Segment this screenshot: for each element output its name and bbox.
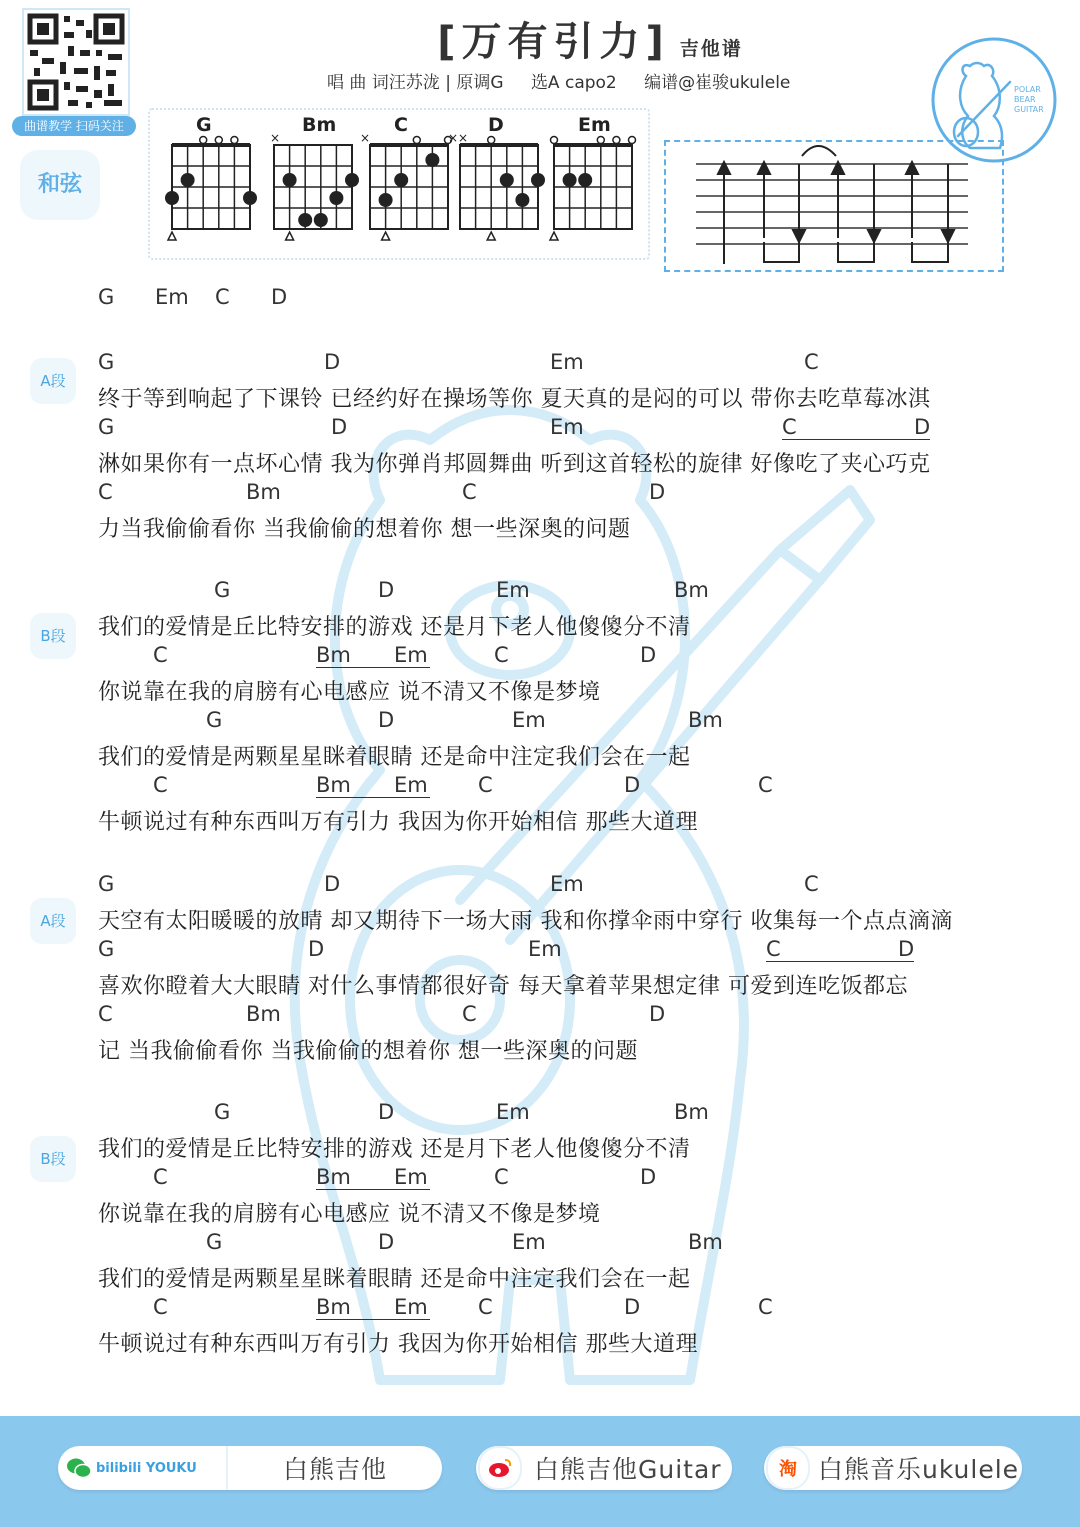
footer-label-1: 白熊吉他	[282, 1455, 387, 1484]
chord-label: C	[478, 1295, 493, 1319]
chord-diagram-bm	[262, 110, 362, 254]
chord-label: Bm	[246, 1002, 281, 1026]
chord-label: D	[271, 285, 288, 309]
chord-diagrams	[148, 108, 650, 260]
chord-label: Bm	[674, 578, 709, 602]
lyric-line: 牛顿说过有种东西叫万有引力 我因为你开始相信 那些大道理	[98, 810, 698, 835]
chord-label: D	[640, 1165, 657, 1189]
chord-label: G	[98, 415, 115, 439]
svg-text:×: ×	[270, 131, 281, 145]
logo-text-1: POLAR	[1014, 85, 1041, 94]
footer-label-2: 白熊吉他Guitar	[534, 1455, 722, 1484]
wechat-icon	[66, 1457, 92, 1479]
chord-label: C	[462, 480, 477, 504]
chord-label: C	[782, 415, 930, 440]
chord-label: Em	[394, 773, 430, 798]
chord-label: C	[494, 1165, 509, 1189]
song-title: [万有引力]	[437, 19, 670, 65]
chord-row	[98, 480, 1060, 512]
section-tag-b: B段	[30, 613, 76, 659]
chord-label: Em	[550, 415, 584, 439]
credits-arranger: 编谱@崔骏ukulele	[644, 73, 791, 93]
chord-row	[98, 1295, 1060, 1327]
title-subtitle: 吉他谱	[679, 38, 743, 60]
social-pill-video[interactable]	[58, 1446, 442, 1490]
platform-names: bilibili YOUKU	[96, 1460, 197, 1476]
chord-row	[98, 350, 1060, 382]
svg-text:××: ××	[448, 131, 469, 145]
chord-label: Bm	[688, 708, 723, 732]
chord-label: C	[804, 872, 819, 896]
chord-label: Em	[550, 872, 584, 896]
chord-label: Em	[550, 350, 584, 374]
chord-diagram-em	[542, 110, 642, 254]
intro-chords	[98, 285, 1060, 317]
chord-label: Bm	[688, 1230, 723, 1254]
lyric-line: 力当我偷偷看你 当我偷偷的想着你 想一些深奥的问题	[98, 517, 631, 542]
chord-row	[98, 1165, 1060, 1197]
lyric-line: 我们的爱情是丘比特安排的游戏 还是月下老人他傻傻分不清	[98, 1137, 691, 1162]
section-tag-a: A段	[30, 898, 76, 944]
chord-label: Em	[512, 708, 546, 732]
chord-label: C	[478, 773, 493, 797]
chord-label: Em	[512, 1230, 546, 1254]
chord-label: Bm	[246, 480, 281, 504]
chord-label: Em	[528, 937, 562, 961]
chord-label: Em	[155, 285, 189, 309]
chord-name-c: C	[394, 114, 408, 136]
page-title	[0, 10, 1080, 67]
credits	[327, 68, 812, 93]
chord-label: D	[914, 415, 931, 439]
chord-diagram-d	[448, 110, 548, 254]
chord-label: C	[215, 285, 230, 309]
chord-label: G	[98, 872, 115, 896]
chord-label: C	[758, 773, 773, 797]
social-pill-taobao[interactable]	[764, 1446, 1022, 1490]
chord-label: Em	[394, 643, 430, 668]
chords-tag: 和弦	[20, 150, 100, 220]
chord-label: Bm	[674, 1100, 709, 1124]
lyric-line: 终于等到响起了下课铃 已经约好在操场等你 夏天真的是闷的可以 带你去吃草莓冰淇	[98, 387, 931, 412]
chord-label: C	[804, 350, 819, 374]
chord-row	[98, 708, 1060, 740]
platform-icons	[58, 1446, 228, 1490]
chord-label: C	[153, 773, 168, 797]
chord-name-g: G	[196, 114, 212, 136]
section-tag-a: A段	[30, 358, 76, 404]
footer-label-3: 白熊音乐ukulele	[818, 1455, 1020, 1484]
chord-label: D	[331, 415, 348, 439]
chord-row	[98, 872, 1060, 904]
chord-label: G	[206, 708, 223, 732]
chord-row	[98, 1002, 1060, 1034]
chord-name-bm: Bm	[302, 114, 337, 136]
lyric-line: 我们的爱情是两颗星星眯着眼睛 还是命中注定我们会在一起	[98, 745, 691, 770]
section-tag-b: B段	[30, 1136, 76, 1182]
lyric-line: 我们的爱情是两颗星星眯着眼睛 还是命中注定我们会在一起	[98, 1267, 691, 1292]
chord-label: G	[214, 1100, 231, 1124]
chord-label: G	[98, 350, 115, 374]
chord-label: Bm	[316, 773, 394, 798]
logo-text-2: BEAR	[1014, 95, 1036, 104]
chord-row	[98, 1230, 1060, 1262]
chord-label: Em	[394, 1295, 430, 1320]
chord-label: Em	[394, 1165, 430, 1190]
chord-label: C	[98, 1002, 113, 1026]
chord-label: D	[308, 937, 325, 961]
chord-label: C	[758, 1295, 773, 1319]
chord-row	[98, 1100, 1060, 1132]
chord-diagram-g	[160, 110, 260, 254]
chord-name-d: D	[488, 114, 504, 136]
lyric-line: 牛顿说过有种东西叫万有引力 我因为你开始相信 那些大道理	[98, 1332, 698, 1357]
chord-label: G	[214, 578, 231, 602]
lyric-line: 天空有太阳暖暖的放晴 却又期待下一场大雨 我和你撑伞雨中穿行 收集每一个点点滴滴	[98, 909, 953, 934]
lyric-line: 淋如果你有一点坏心情 我为你弹肖邦圆舞曲 听到这首轻松的旋律 好像吃了夹心巧克	[98, 452, 931, 477]
chord-label: D	[378, 1230, 395, 1254]
taobao-icon	[766, 1446, 810, 1490]
chord-label: Em	[496, 1100, 530, 1124]
chord-row	[98, 937, 1060, 969]
chord-label: D	[898, 937, 915, 961]
strum-pattern	[664, 140, 1004, 272]
chord-label: D	[378, 708, 395, 732]
credits-capo: 选A capo2	[530, 73, 617, 93]
taobao-glyph: 淘	[779, 1459, 797, 1480]
chord-row	[98, 773, 1060, 805]
chord-label: D	[649, 1002, 666, 1026]
lyric-line: 你说靠在我的肩膀有心电感应 说不清又不像是梦境	[98, 680, 601, 705]
qr-label: 曲谱教学 扫码关注	[12, 116, 136, 136]
social-pill-weibo[interactable]	[476, 1446, 732, 1490]
chord-label: D	[624, 1295, 641, 1319]
credits-singer: 唱 曲 词汪苏泷 | 原调G	[327, 73, 504, 93]
chord-label: D	[378, 578, 395, 602]
chord-label: Bm	[316, 643, 394, 668]
chord-label: Em	[496, 578, 530, 602]
chord-label: C	[462, 1002, 477, 1026]
chord-name-em: Em	[578, 114, 611, 136]
chord-label: G	[206, 1230, 223, 1254]
chord-label: D	[324, 872, 341, 896]
chord-diagram-c	[358, 110, 458, 254]
chord-label: Bm	[316, 1295, 394, 1320]
chord-label: D	[324, 350, 341, 374]
lyric-line: 我们的爱情是丘比特安排的游戏 还是月下老人他傻傻分不清	[98, 615, 691, 640]
chord-row	[98, 415, 1060, 447]
chord-label: D	[640, 643, 657, 667]
chord-row	[98, 578, 1060, 610]
chord-label: C	[98, 480, 113, 504]
chord-label: D	[649, 480, 666, 504]
chord-label: Bm	[316, 1165, 394, 1190]
lyric-line: 记 当我偷偷看你 当我偷偷的想着你 想一些深奥的问题	[98, 1039, 638, 1064]
chord-label: G	[98, 937, 115, 961]
chord-label: C	[153, 643, 168, 667]
chord-label: C	[494, 643, 509, 667]
chord-label: D	[624, 773, 641, 797]
chord-label: G	[98, 285, 115, 309]
lyric-line: 喜欢你瞪着大大眼睛 对什么事情都很好奇 每天拿着苹果想定律 可爱到连吃饭都忘	[98, 974, 908, 999]
svg-text:×: ×	[360, 131, 371, 145]
logo-text-3: GUITAR	[1014, 105, 1044, 114]
chord-label: C	[153, 1165, 168, 1189]
lyric-line: 你说靠在我的肩膀有心电感应 说不清又不像是梦境	[98, 1202, 601, 1227]
chord-row	[98, 643, 1060, 675]
weibo-icon	[478, 1446, 522, 1490]
chord-label: C	[153, 1295, 168, 1319]
chord-label: D	[378, 1100, 395, 1124]
chord-label: C	[766, 937, 914, 962]
